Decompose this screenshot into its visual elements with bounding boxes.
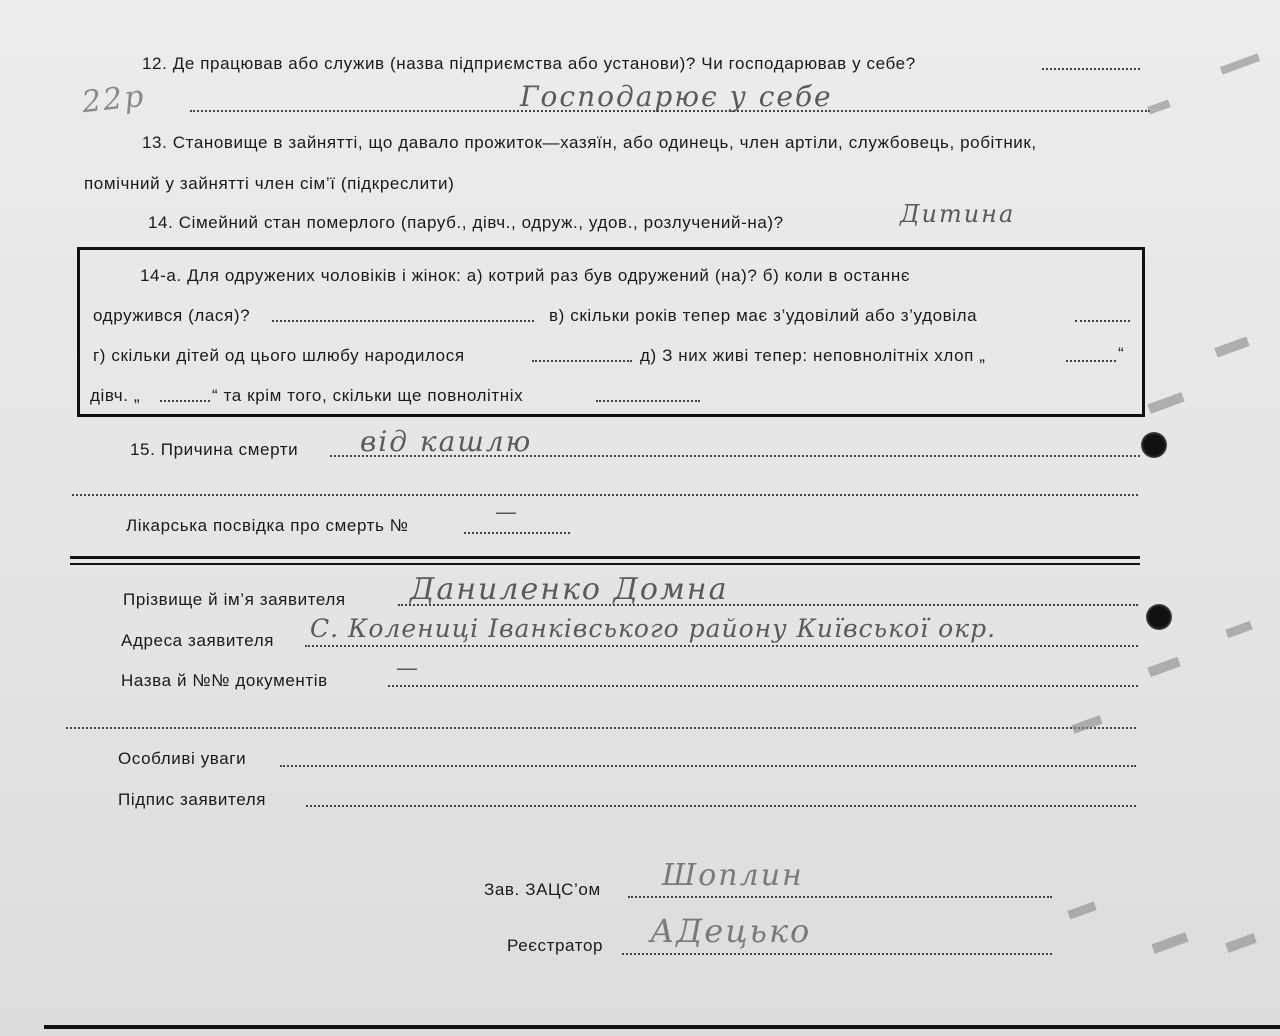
paper-tear xyxy=(1147,657,1180,677)
q12-answer-line xyxy=(190,110,1150,112)
q14-answer: Дитина xyxy=(900,200,1016,228)
q14a-line3b: д) З них живі тепер: неповнолітніх хлоп „ xyxy=(640,346,986,365)
head-label: Зав. ЗАЦС’ом xyxy=(484,880,601,899)
q14a-line2-blank xyxy=(272,320,534,322)
q12-label: 12. Де працював або служив (назва підприємства або установи)? Чи господарював у себе? xyxy=(142,54,916,73)
q13-line2: помічний у зайнятті член сім’ї (підкреслити) xyxy=(84,174,455,193)
q12-answer: Господарює у себе xyxy=(520,80,833,113)
applicant-notes-line xyxy=(280,765,1136,767)
punch-hole xyxy=(1141,432,1167,458)
applicant-address-label: Адреса заявителя xyxy=(121,631,275,650)
q14a-line1: 14-а. Для одружених чоловіків і жінок: а) котрий раз був одружений (на)? б) коли в останнє xyxy=(140,266,911,285)
applicant-docs-value: — xyxy=(396,656,420,681)
divider-bottom xyxy=(70,563,1140,565)
q15-line2 xyxy=(72,494,1138,496)
applicant-docs-line2 xyxy=(66,727,1136,729)
q12-margin-note: 22р xyxy=(80,78,148,121)
applicant-address-value: С. Колениці Іванківського району Київської окр. xyxy=(310,614,997,643)
registrar-label: Реєстратор xyxy=(507,936,604,955)
applicant-docs-label: Назва й №№ документів xyxy=(121,671,328,690)
q15-label: 15. Причина смерти xyxy=(130,440,299,459)
q14a-line4b: “ та крім того, скільки ще повнолітніх xyxy=(212,386,524,405)
paper-tear xyxy=(1147,392,1184,414)
q14a-line2-blank2 xyxy=(1075,320,1130,322)
paper-tear xyxy=(1147,99,1170,114)
applicant-address-line xyxy=(305,645,1138,647)
paper-tear xyxy=(1214,336,1249,357)
applicant-notes-label: Особливі уваги xyxy=(118,749,247,768)
paper-tear xyxy=(1225,933,1257,953)
q14a-line2b: в) скільки років тепер має з’удовілий або з’удовіла xyxy=(549,306,978,325)
q14a-line4-blank xyxy=(160,400,210,402)
cert-line xyxy=(464,532,570,534)
applicant-docs-line xyxy=(388,685,1138,687)
paper-tear xyxy=(1067,901,1096,919)
q14a-line3-blank2 xyxy=(1066,360,1116,362)
paper-tear xyxy=(1151,932,1188,954)
registrar-line xyxy=(622,953,1052,955)
q15-answer: від кашлю xyxy=(360,425,533,458)
q14a-line4-blank2 xyxy=(596,400,700,402)
applicant-name-value: Даниленко Домна xyxy=(410,572,729,607)
head-signature: Шоплин xyxy=(662,858,804,893)
q14a-line3a: г) скільки дітей од цього шлюбу народилося xyxy=(93,346,465,365)
applicant-sign-line xyxy=(306,805,1136,807)
punch-hole xyxy=(1146,604,1172,630)
cert-answer: — xyxy=(495,500,519,525)
applicant-name-line xyxy=(398,604,1138,606)
q13-line1: 13. Становище в зайнятті, що давало прожиток—хазяїн, або одинець, член артіли, службовець, робітник, xyxy=(142,133,1037,152)
applicant-sign-label: Підпис заявителя xyxy=(118,790,267,809)
q14-label: 14. Сімейний стан померлого (паруб., дівч., одруж., удов., розлучений-на)? xyxy=(148,213,784,232)
q14a-line2a: одружився (лася)? xyxy=(93,306,251,325)
applicant-name-label: Прізвище й ім’я заявителя xyxy=(123,590,346,609)
bottom-border xyxy=(44,1025,1280,1029)
q14a-line3-blank xyxy=(532,360,632,362)
head-line xyxy=(628,896,1052,898)
q14a-line4a: дівч. „ xyxy=(90,386,141,405)
paper-tear xyxy=(1220,53,1260,74)
paper-tear xyxy=(1071,715,1102,734)
paper-tear xyxy=(1225,621,1253,638)
cert-label: Лікарська посвідка про смерть № xyxy=(126,516,409,535)
q14a-line3c: “ xyxy=(1118,344,1125,363)
q12-line xyxy=(1042,68,1140,70)
registrar-signature: АДецько xyxy=(650,912,812,950)
q15-line xyxy=(330,455,1140,457)
divider-top xyxy=(70,556,1140,559)
